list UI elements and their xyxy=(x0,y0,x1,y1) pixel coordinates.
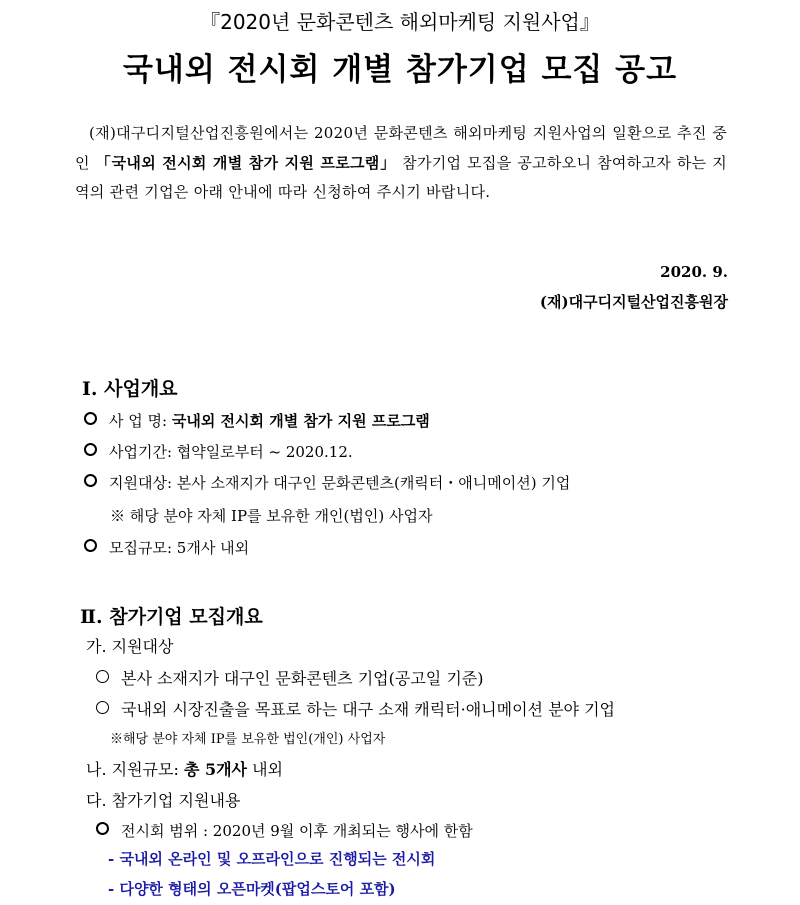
b-label-post: 내외 xyxy=(247,760,284,779)
section1-item-period xyxy=(84,441,353,462)
intro-program-name: 「국내외 전시회 개별 참가 지원 프로그램」 xyxy=(95,153,397,172)
b-label-bold: 총 5개사 xyxy=(183,760,248,779)
notice-date: 2020. 9. xyxy=(660,263,728,281)
section2-a-item-1 xyxy=(96,666,484,689)
section2-a-label: 가. 지원대상 xyxy=(86,637,174,656)
section2-a-note: ※해당 분야 자체 IP를 보유한 법인(개인) 사업자 xyxy=(110,732,386,747)
bullet-circle-icon xyxy=(84,443,97,456)
item-label: 지원대상: xyxy=(109,474,177,492)
intro-text-1: (재)대구디지털산업진흥원에서는 2020년 문화콘텐츠 해외마케팅 지원사업의 일환으로 추진 중인 xyxy=(75,124,727,172)
bullet-circle-icon xyxy=(84,474,97,487)
section1-heading: Ⅰ. 사업개요 xyxy=(82,378,178,400)
bullet-circle-icon xyxy=(96,670,109,683)
section2-b-label xyxy=(86,757,283,780)
item-label: 모집규모: xyxy=(109,539,177,557)
section2-c-label: 다. 참가기업 지원내용 xyxy=(86,791,241,810)
section1-note: ※ 해당 분야 자체 IP를 보유한 개인(법인) 사업자 xyxy=(110,507,433,525)
section1-item-scale xyxy=(84,537,249,558)
bullet-circle-icon xyxy=(84,412,97,425)
item-text: 전시회 범위 : 2020년 9월 이후 개최되는 행사에 한함 xyxy=(121,822,473,840)
intro-text-2: 참가기업 모집을 공고하오니 참여하고자 하는 지역의 관련 기업은 아래 안내에 따라 신청하여 주시기 바랍니다. xyxy=(75,153,728,201)
issuer-name: (재)대구디지털산업진흥원장 xyxy=(539,293,728,311)
item-label: 사업기간: xyxy=(109,443,177,461)
item-value: 5개사 내외 xyxy=(176,539,250,557)
bullet-circle-icon xyxy=(96,822,109,835)
section2-c-item xyxy=(96,820,473,841)
program-subtitle: 『2020년 문화콘텐츠 해외마케팅 지원사업』 xyxy=(200,10,600,34)
intro-paragraph xyxy=(75,119,727,208)
item-value: 본사 소재지가 대구인 문화콘텐츠(캐릭터・애니메이션) 기업 xyxy=(176,474,571,492)
section2-c-sub-2: - 다양한 형태의 오픈마켓(팝업스토어 포함) xyxy=(108,880,396,898)
item-text: 국내외 시장진출을 목표로 하는 대구 소재 캐릭터·애니메이션 분야 기업 xyxy=(121,700,615,719)
b-label-pre: 나. 지원규모: xyxy=(86,760,184,779)
section2-heading: Ⅱ. 참가기업 모집개요 xyxy=(80,606,263,628)
section2-c-sub-1: - 국내외 온라인 및 오프라인으로 진행되는 전시회 xyxy=(108,850,436,868)
section1-item-target xyxy=(84,472,570,493)
section2-a-item-2 xyxy=(96,697,615,720)
item-value: 국내외 전시회 개별 참가 지원 프로그램 xyxy=(171,412,430,430)
item-label: 사 업 명: xyxy=(109,412,172,430)
bullet-circle-icon xyxy=(96,701,109,714)
bullet-circle-icon xyxy=(84,539,97,552)
item-value: 협약일로부터 ~ 2020.12. xyxy=(176,443,353,461)
notice-title: 국내외 전시회 개별 참가기업 모집 공고 xyxy=(122,52,678,88)
item-text: 본사 소재지가 대구인 문화콘텐츠 기업(공고일 기준) xyxy=(121,669,484,688)
section1-item-name xyxy=(84,410,430,431)
